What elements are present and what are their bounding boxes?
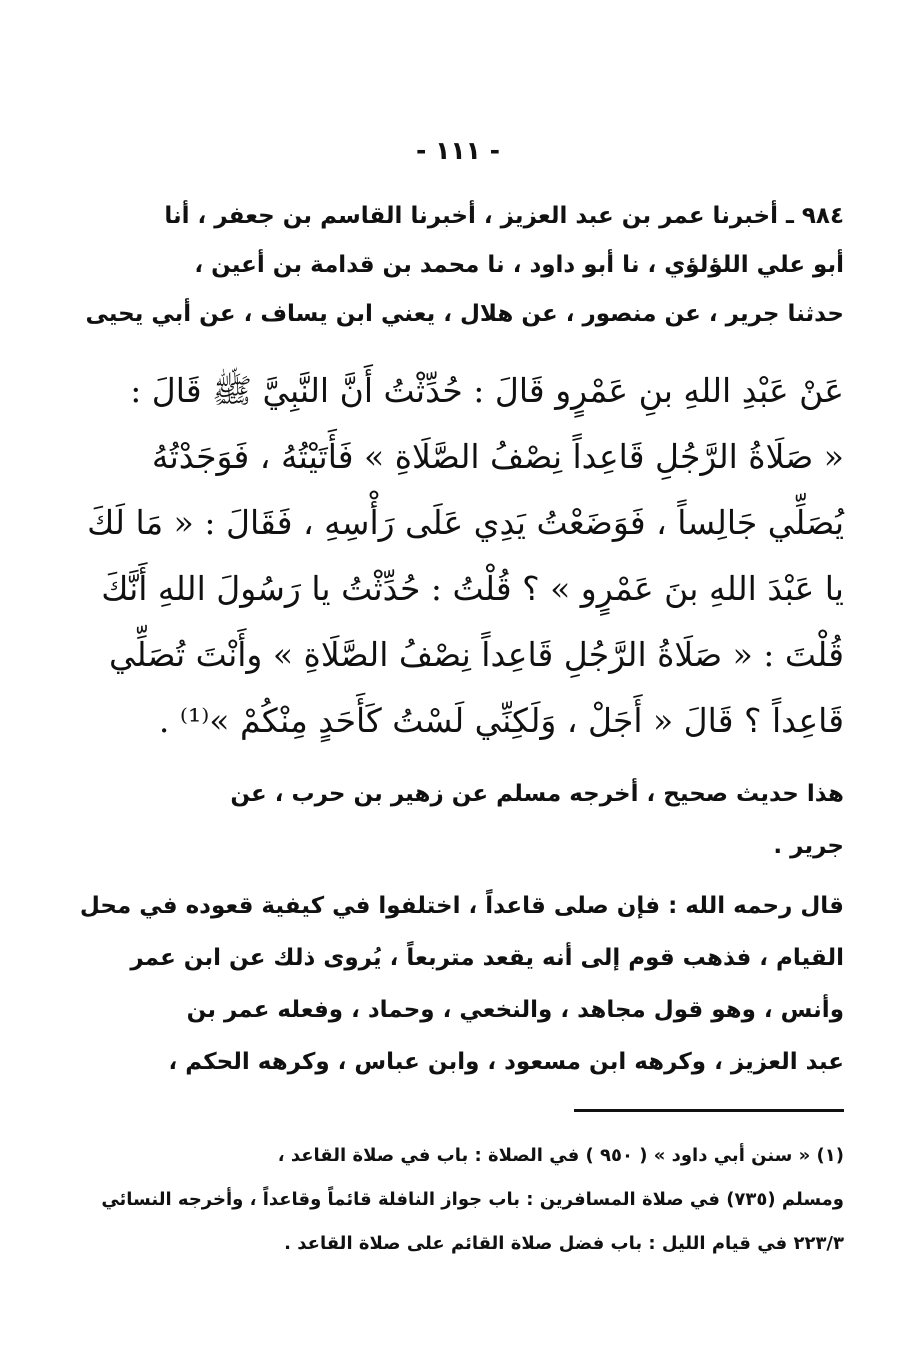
commentary-line: وأنس ، وهو قول مجاهد ، والنخعي ، وحماد ، وفعله عمر بن	[186, 997, 844, 1023]
hadith-line: قُلْتَ : « صَلَاةُ الرَّجُلِ قَاعِداً نِصْفُ الصَّلَاةِ » وأَنْتَ تُصَلِّي	[108, 635, 844, 674]
footnote-line: (١) « سنن أبي داود » ( ٩٥٠ ) في الصلاة : باب في صلاة القاعد ،	[277, 1145, 844, 1166]
grading-line: هذا حديث صحيح ، أخرجه مسلم عن زهير بن حرب ، عن	[230, 781, 844, 807]
footnote-line: ٢٢٣/٣ في قيام الليل : باب فضل صلاة القائم على صلاة القاعد .	[284, 1233, 844, 1254]
hadith-text	[87, 358, 844, 754]
isnad-line: أبو علي اللؤلؤي ، نا أبو داود ، نا محمد بن قدامة بن أعين ،	[194, 252, 844, 278]
page-number: - ١١١ -	[416, 136, 500, 165]
hadith-line: يُصَلِّي جَالِساً ، فَوَضَعْتُ يَدِي عَلَى رَأْسِهِ ، فَقَالَ : « مَا لَكَ	[87, 503, 844, 542]
isnad-line: ٩٨٤ ـ أخبرنا عمر بن عبد العزيز ، أخبرنا القاسم بن جعفر ، أنا	[164, 203, 844, 229]
hadith-line: عَنْ عَبْدِ اللهِ بنِ عَمْرٍو قَالَ : حُدِّثْتُ أَنَّ النَّبِيَّ ﷺ قَالَ :	[130, 371, 844, 410]
hadith-line: قَاعِداً ؟ قَالَ « أَجَلْ ، وَلَكِنِّي لَسْتُ كَأَحَدٍ مِنْكُمْ »⁽¹⁾ .	[158, 701, 844, 740]
grading-line: جرير .	[773, 833, 844, 859]
commentary-line: عبد العزيز ، وكرهه ابن مسعود ، وابن عباس ، وكرهه الحكم ،	[168, 1049, 844, 1075]
isnad-line: حدثنا جرير ، عن منصور ، عن هلال ، يعني ابن يساف ، عن أبي يحيى	[85, 301, 844, 327]
footnote-line: ومسلم (٧٣٥) في صلاة المسافرين : باب جواز النافلة قائماً وقاعداً ، وأخرجه النسائي	[101, 1189, 844, 1210]
footnote	[101, 1134, 844, 1266]
commentary-line: القيام ، فذهب قوم إلى أنه يقعد متربعاً ، يُروى ذلك عن ابن عمر	[130, 945, 844, 971]
isnad-paragraph	[85, 192, 844, 339]
hadith-line: « صَلَاةُ الرَّجُلِ قَاعِداً نِصْفُ الصَّلَاةِ » فَأَتَيْتُهُ ، فَوَجَدْتُهُ	[151, 437, 844, 476]
commentary-paragraph	[79, 880, 844, 1088]
footnote-divider	[574, 1109, 844, 1112]
commentary-line: قال رحمه الله : فإن صلى قاعداً ، اختلفوا في كيفية قعوده في محل	[79, 893, 844, 919]
hadith-line: يا عَبْدَ اللهِ بنَ عَمْرٍو » ؟ قُلْتُ : حُدِّثْتُ يا رَسُولَ اللهِ أَنَّكَ	[101, 569, 844, 608]
grading-paragraph	[194, 768, 844, 872]
